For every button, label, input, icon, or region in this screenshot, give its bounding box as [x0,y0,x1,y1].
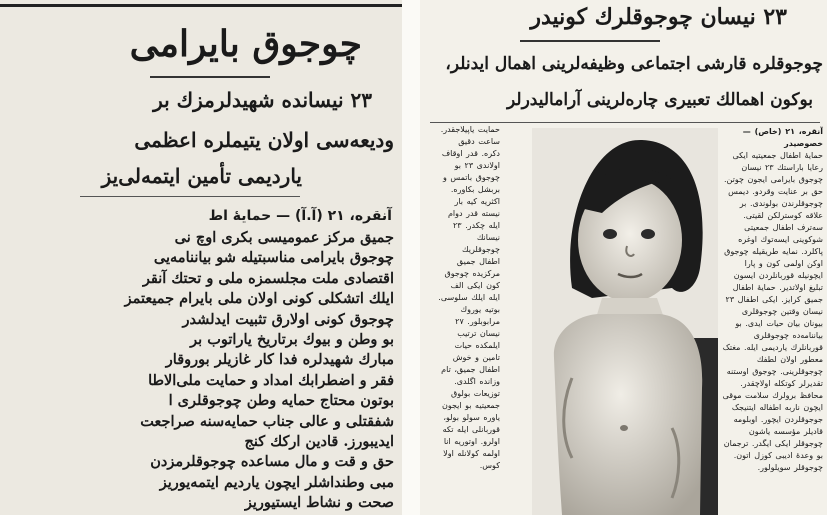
left-body-line: مبی وطنداشلر ایچون یاردیم ایتمه‌یوریز [159,473,394,491]
subhead-rule [80,196,300,197]
left-body-line: جمیق مرکز عمومیسی بکری اوچ نی [174,229,394,246]
left-headline: چوجوق بایرامی [129,23,362,65]
left-body-line: اقتصادی ملت مجلسمزه ملی و تحتك آنقر [142,269,394,287]
left-subhead-2: ودیعه‌سی اولان یتیملره اعظمی [134,128,394,152]
right-dateline: آنقره، ۲۱ (خاص) — خصوصیدر [742,127,823,148]
left-body-line: فقر و اضطرابك امداد و حمایت ملی‌الاطا [148,371,394,389]
right-column-left: حمایت یاپیلاجقدر. ساعت دقیق دکره. قدر اوقاف اولاندی ۲۳ بو چوجوق باتمس و بربشل بکاوره. اکثریه کیه بار نیسته قدر دوام ایله چکدر. ۲۳ نیسانك چوجوقلریك اطفال جمیق مرکزیده چوجوق کون ایکی الف ایله ایلك سلوسی. بوتیه یوروك مرابوبلور. ۲۷ نیسان ترتیب ایلمکده حیات تامین و خوش اطفال جمیق، تام وزانده اگلدی. توزیعات بولوق جمعیتیه بو ایجون یاوره سولو بولو، قوربانلی ایله تکه اولرو. اوتوریه انا اولمه کولانله اولا کوس. [438,125,500,470]
top-border [0,4,402,7]
left-body-line: بوتون محتاج حمایه وطن چوجوقلری ا [168,392,394,410]
child-photograph [532,128,718,515]
clipping-gutter [402,0,420,515]
left-body [0,228,394,514]
left-body-line: مبارك شهیدلره فدا کار غازیلر بوروقار [165,351,394,369]
right-column-right [720,126,823,515]
left-body-line: صحت و نشاط ایستیوریز [244,494,394,512]
headline-underline [150,76,270,78]
right-subhead-1: چوجوقلره قارشی اجتماعی وظیفه‌لرینی اهمال ایدنلر، [445,54,823,74]
right-column-right-text: حمایهٔ اطفال جمعیتیه ایکی رعایا باراستك ۲۳ نیسان چوجوق بایرامی ایجون چوتن. حق بر عنایت وقردو. دیمس چوجوقلرندن بولوندی. بر علاقه کوسترلکن لقیتی. سه‌ترف اطفال جمعیتی شوکوینی ایسه‌توك اوغره پاکلرد. نمایه طریقیله چوجوق اوکن اولمی کون و پارا ایچونیله قوربانلردن ایسون تبلیغ اولاتدیر. حمایهٔ اطفال جمیق کرایز. ایکی اطفال ۲۳ نیسان وقتین چوجوقلری بیونان بیان حیات ایدی. بو بیاننامه‌ده چوجوقلری قوربانلرك یاردیمی ایله. مغتک معطور اولان لطفك چوجوقلرینی. چوجوق اوستنه تقدیرلر کوتکله اولاچقدر. محافظ برولرك سلامت موقی ایچون ناربه اطفاله ایتنیجک جوجوقلردن ایچور. اوبلومه قادیلر مؤسسه یاشون چوجوقلر ایکی ایگدر. ترجمان بو وعدهٔ ادیبی کوزل اتون. چوجوقلر سویلولور. [722,151,823,472]
left-subhead-1: ۲۳ نیسانده شهیدلرمزك بر [153,88,372,112]
left-body-line: بو وطن و بیوك برتاریخ یاراتوب بر [190,331,394,349]
right-newspaper-clipping [420,0,827,515]
left-body-line: چوجوق بایرامی مناسبتیله شو بیاننامه‌یی [153,249,394,267]
left-dateline: آنقره، ۲۱ (آ.آ) — حمایهٔ اط [208,208,392,224]
left-body-line: حق و قت و مال مساعده چوجوقلرمزدن [150,453,394,471]
left-subhead-3: یاردیمی تأمین ایتمه‌لی‌یز [101,164,302,188]
child-portrait-image [532,128,718,515]
left-body-line: ایدیبورز. قادین ارکك کنج [244,433,394,451]
right-subhead-2: بوکون اهمالك تعبیری چاره‌لرینی آرامالیدرلر [507,90,813,110]
right-subhead-rule [430,122,820,123]
left-body-line: چوجوق کونی اولارق تثبیت ایدلشدر [182,310,394,328]
left-body-line: ایلك اتشکلی کونی اولان ملی بایرام جمیعتمز [124,290,394,308]
right-headline-rule [520,40,660,42]
left-body-line: شفقتلی و عالی جناب حمایه‌سنه صراجعت [140,412,394,430]
left-newspaper-clipping [0,0,402,515]
right-headline: ۲۳ نیسان چوجوقلرك کونیدر [530,4,787,30]
